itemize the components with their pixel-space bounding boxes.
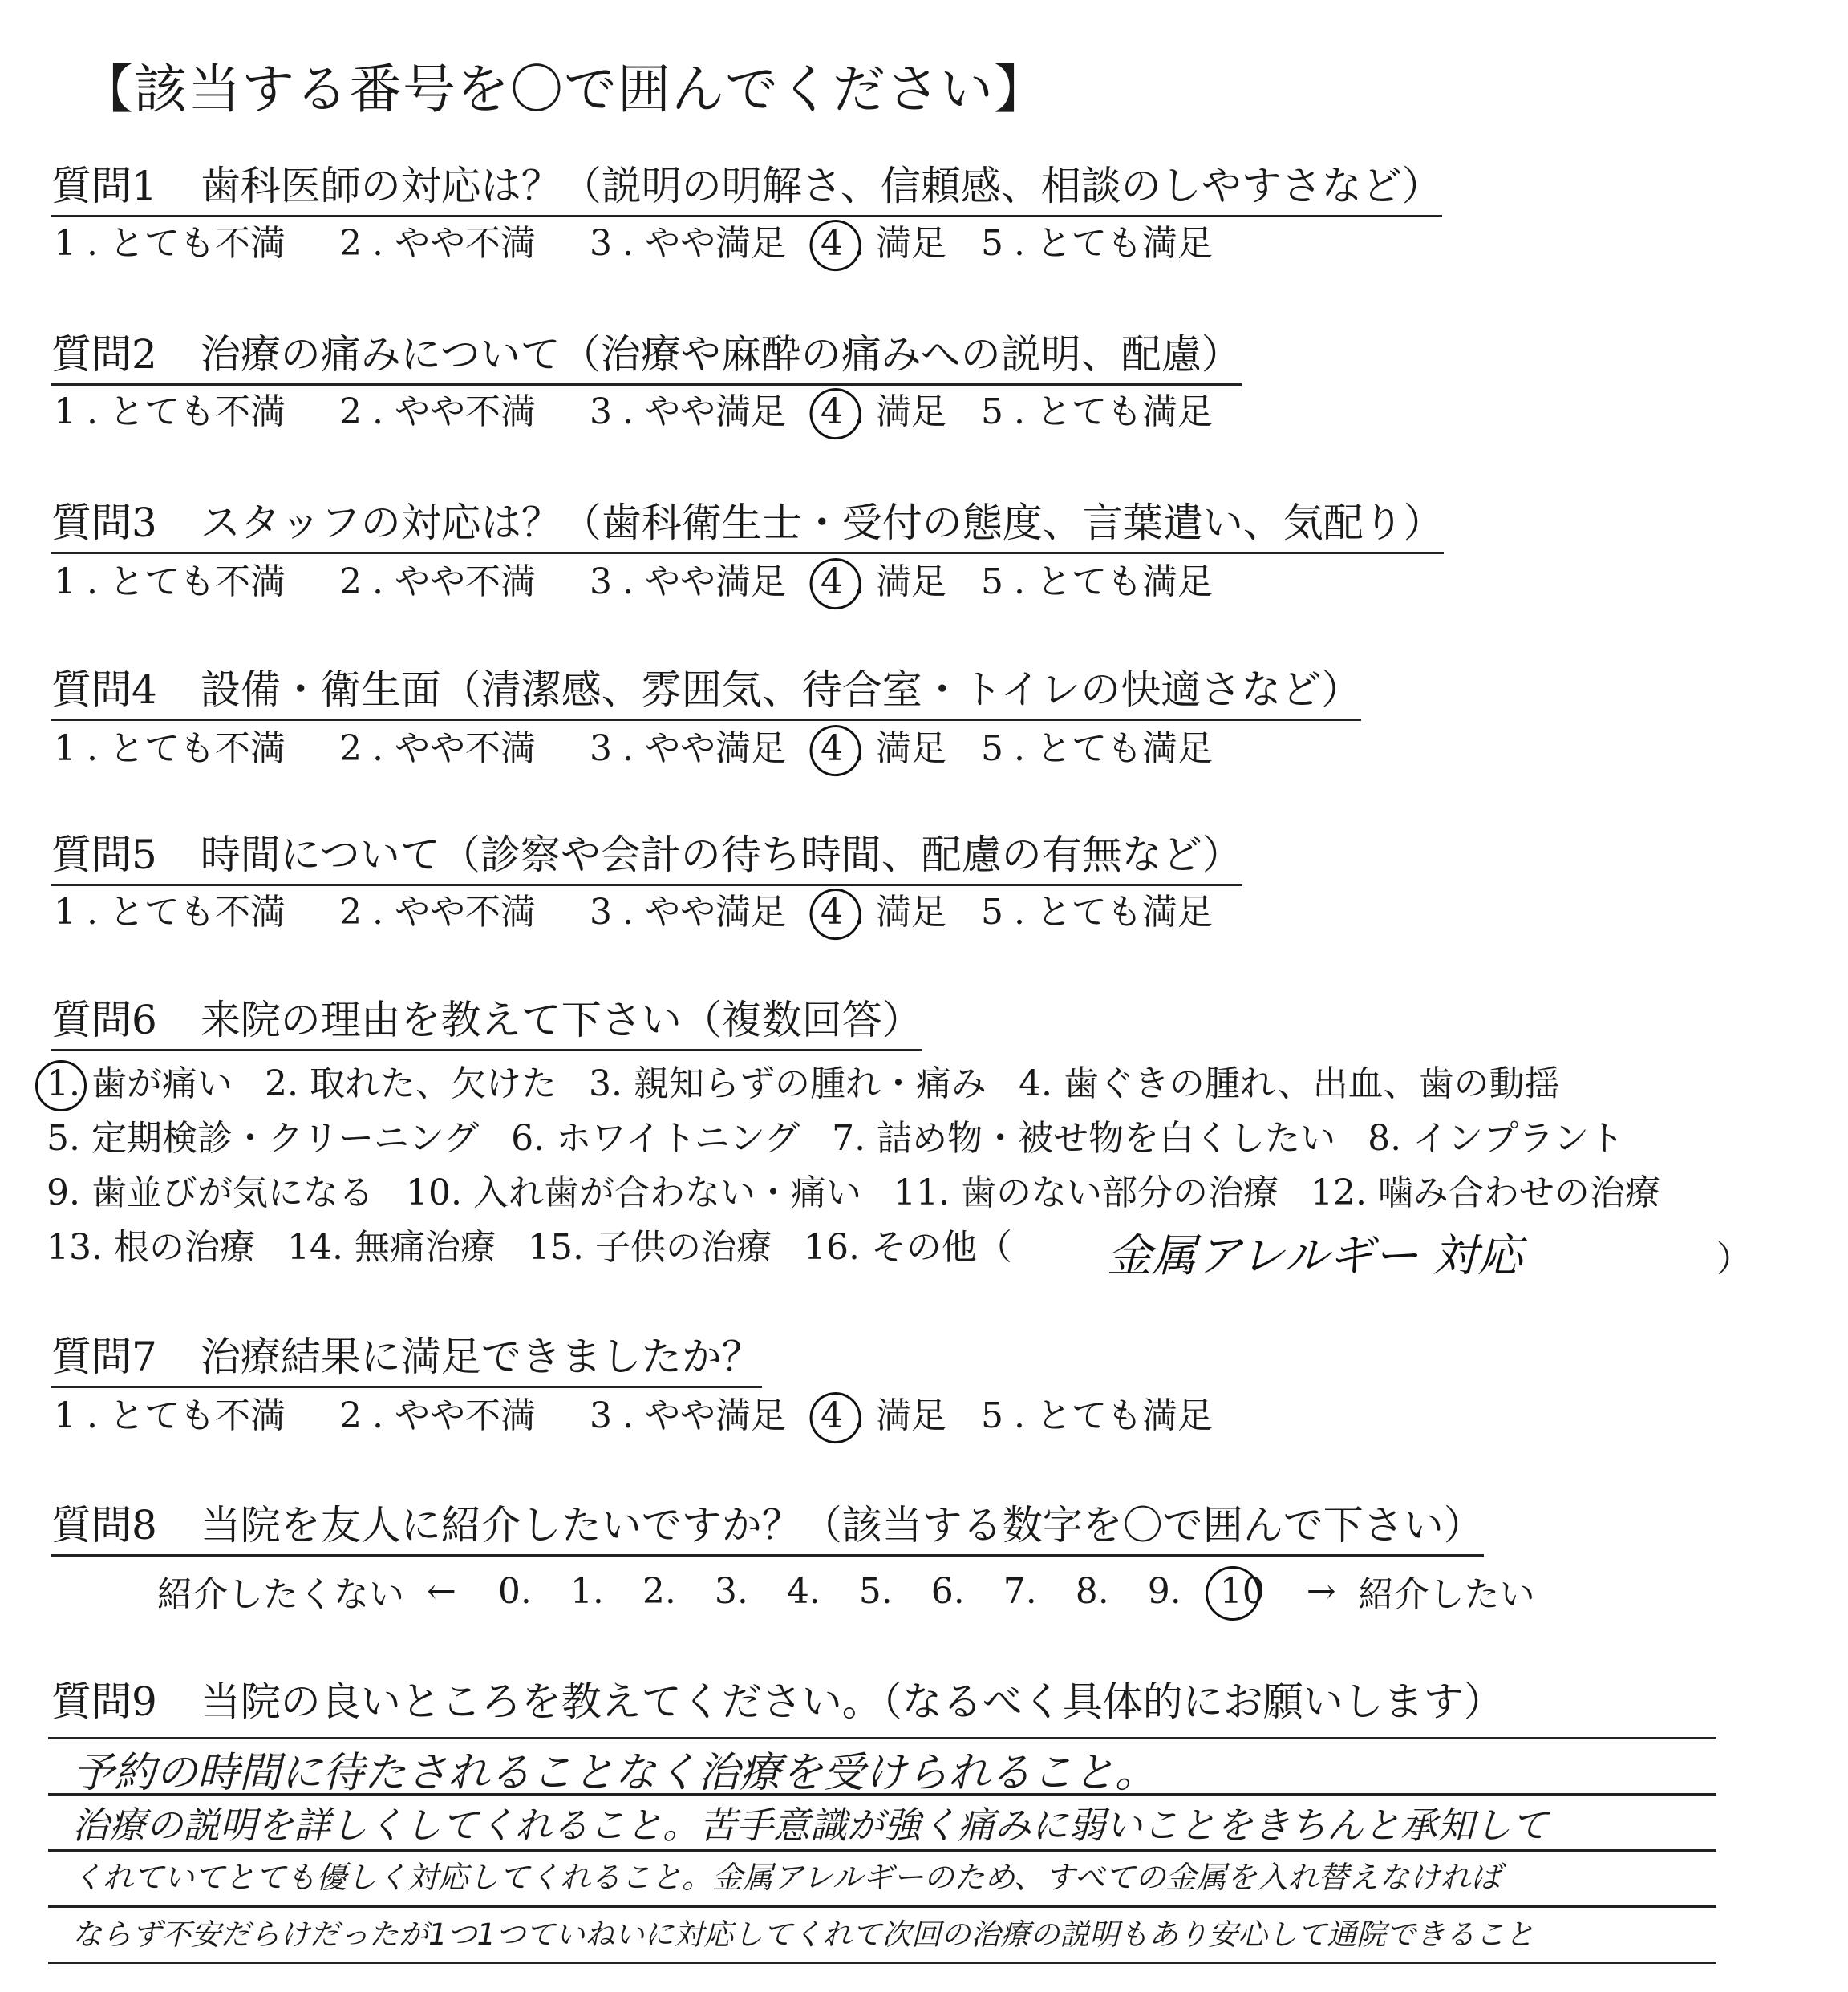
scale-number: 8. xyxy=(1075,1570,1109,1612)
reason-number: 4. xyxy=(1018,1063,1052,1104)
answer-rule xyxy=(48,1905,1716,1908)
question-number: 質問2 xyxy=(51,331,157,378)
option-4: 4 . 満足 xyxy=(818,1394,946,1439)
option-2: 2 . やや不満 xyxy=(337,1394,536,1439)
question-number: 質問6 xyxy=(51,997,157,1043)
question-text: スタッフの対応は？（歯科衛生士・受付の態度、言葉遣い、気配り） xyxy=(200,500,1444,546)
reason-number: 3. xyxy=(588,1063,622,1104)
reason-number: 1. xyxy=(47,1062,80,1107)
option-label: とても満足 xyxy=(1036,1395,1213,1436)
option-label: とても不満 xyxy=(109,561,286,602)
option-number: 1 xyxy=(54,561,76,602)
option-number: 1 xyxy=(54,728,76,769)
option-3: 3 . やや満足 xyxy=(587,390,786,435)
reason-label: 歯が痛い xyxy=(91,1063,233,1104)
recommend-scale xyxy=(157,1565,1535,1617)
option-number: 4 xyxy=(818,727,845,771)
answer-rule xyxy=(48,1962,1716,1964)
reason-number: 2. xyxy=(264,1063,298,1104)
option-number: 2 xyxy=(339,223,362,264)
right-arrow-icon: → xyxy=(1306,1570,1336,1612)
option-1: 1 . とても不満 xyxy=(51,727,286,771)
option-number: 5 xyxy=(981,1395,1003,1436)
scale-number: 3. xyxy=(714,1570,748,1612)
reason-item xyxy=(1368,1116,1624,1161)
option-label: とても不満 xyxy=(109,223,286,264)
option-label: やや満足 xyxy=(645,892,786,933)
option-number: 5 xyxy=(981,892,1003,933)
answer-rule xyxy=(48,1849,1716,1852)
question-2-heading xyxy=(51,330,1242,386)
question-number: 質問7 xyxy=(51,1334,157,1380)
reason-label: 歯のない部分の治療 xyxy=(960,1172,1279,1213)
question-number: 質問1 xyxy=(51,163,157,209)
question-text: 治療結果に満足できましたか？ xyxy=(200,1334,762,1380)
question-text: 時間について（診察や会計の待ち時間、配慮の有無など） xyxy=(200,832,1242,878)
question-text: 設備・衛生面（清潔感、雰囲気、待合室・トイレの快適さなど） xyxy=(200,666,1362,713)
option-label: やや不満 xyxy=(395,561,536,602)
scale-number: 5. xyxy=(858,1570,893,1612)
reason-label: 定期検診・クリーニング xyxy=(91,1118,480,1159)
option-number: 1 xyxy=(54,223,76,264)
scale-left-label: 紹介したくない xyxy=(157,1574,404,1615)
reason-item xyxy=(265,1062,557,1107)
reason-item xyxy=(47,1225,255,1270)
option-label: とても不満 xyxy=(109,1395,286,1436)
reason-label: 子供の治療 xyxy=(594,1227,772,1268)
option-number: 2 xyxy=(339,391,362,432)
page-title: 【該当する番号を〇で囲んでください】 xyxy=(80,59,1048,120)
reason-label: 噛み合わせの治療 xyxy=(1377,1172,1660,1213)
answer-line-1: 予約の時間に待たされることなく治療を受けられること。 xyxy=(72,1749,1157,1797)
option-label: やや満足 xyxy=(645,391,786,432)
reason-item xyxy=(894,1171,1279,1216)
reason-number: 16. xyxy=(803,1227,860,1268)
reason-number: 12. xyxy=(1310,1172,1367,1213)
option-number: 3 xyxy=(590,1395,612,1436)
question-8-heading xyxy=(51,1501,1484,1557)
option-label: 満足 xyxy=(876,1395,946,1436)
option-2: 2 . やや不満 xyxy=(337,890,536,935)
option-number: 1 xyxy=(54,1395,76,1436)
reason-item xyxy=(1019,1062,1560,1107)
reason-label: 歯ぐきの腫れ、出血、歯の動揺 xyxy=(1063,1063,1560,1104)
option-5: 5 . とても満足 xyxy=(979,890,1213,935)
option-number: 5 xyxy=(981,391,1003,432)
reason-item xyxy=(528,1225,772,1270)
reasons-other-handwritten: 金属アレルギー 対応 xyxy=(1107,1230,1523,1282)
option-label: とても満足 xyxy=(1036,223,1213,264)
option-number: 3 xyxy=(590,561,612,602)
option-2: 2 . やや不満 xyxy=(337,221,536,266)
reason-number: 8. xyxy=(1368,1118,1402,1159)
reason-item xyxy=(287,1225,496,1270)
reasons-row xyxy=(47,1171,1692,1216)
option-2: 2 . やや不満 xyxy=(337,390,536,435)
question-text: 当院を友人に紹介したいですか？（該当する数字を〇で囲んで下さい） xyxy=(200,1502,1484,1549)
reason-number: 10. xyxy=(405,1172,462,1213)
question-4-options xyxy=(51,727,1213,771)
option-number: 4 xyxy=(818,1394,845,1439)
reason-item xyxy=(406,1171,861,1216)
question-2-options xyxy=(51,390,1213,435)
option-number: 4 xyxy=(818,221,845,266)
option-number: 5 xyxy=(981,728,1003,769)
reason-label: 詰め物・被せ物を白くしたい xyxy=(877,1118,1336,1159)
reason-item xyxy=(832,1116,1335,1161)
option-number: 2 xyxy=(339,892,362,933)
question-number: 質問3 xyxy=(51,500,157,546)
reason-item xyxy=(804,1225,1012,1270)
question-3-heading xyxy=(51,499,1444,554)
reason-item xyxy=(1311,1171,1660,1216)
option-label: やや満足 xyxy=(645,223,786,264)
reason-item xyxy=(589,1062,987,1107)
option-label: やや満足 xyxy=(645,1395,786,1436)
question-text: 歯科医師の対応は？（説明の明解さ、信頼感、相談のしやすさなど） xyxy=(200,163,1442,209)
scale-number: 6. xyxy=(930,1570,965,1612)
question-number: 質問5 xyxy=(51,832,157,878)
question-number: 質問4 xyxy=(51,666,157,713)
option-1: 1 . とても不満 xyxy=(51,221,286,266)
answer-line-4: ならず不安だらけだったが1つ1つていねいに対応してくれて次回の治療の説明もあり安心して通院できること xyxy=(72,1917,1535,1952)
scale-number: 0. xyxy=(497,1570,532,1612)
question-text: 治療の痛みについて（治療や麻酔の痛みへの説明、配慮） xyxy=(200,331,1242,378)
option-number: 4 xyxy=(818,390,845,435)
question-1-heading xyxy=(51,162,1442,217)
option-1: 1 . とても不満 xyxy=(51,390,286,435)
option-3: 3 . やや満足 xyxy=(587,727,786,771)
option-label: やや満足 xyxy=(645,561,786,602)
reason-number: 13. xyxy=(47,1227,103,1268)
option-number: 2 xyxy=(339,728,362,769)
reason-item xyxy=(511,1116,800,1161)
option-2: 2 . やや不満 xyxy=(337,727,536,771)
option-label: やや不満 xyxy=(395,728,536,769)
answer-line-3: くれていてとても優しく対応してくれること。金属アレルギーのため、すべての金属を入れ替えなければ xyxy=(72,1860,1502,1895)
question-9-heading xyxy=(51,1670,1504,1727)
reason-label: 歯並びが気になる xyxy=(91,1172,374,1213)
scale-number: 1. xyxy=(569,1570,604,1612)
option-label: 満足 xyxy=(876,561,946,602)
reason-label: ホワイトニング xyxy=(556,1118,800,1159)
option-5: 5 . とても満足 xyxy=(979,390,1213,435)
option-label: とても不満 xyxy=(109,391,286,432)
reason-label: 入れ歯が合わない・痛い xyxy=(472,1172,861,1213)
reason-number: 5. xyxy=(47,1118,80,1159)
reason-number: 9. xyxy=(47,1172,80,1213)
option-label: 満足 xyxy=(876,728,946,769)
option-label: やや不満 xyxy=(395,1395,536,1436)
option-5: 5 . とても満足 xyxy=(979,221,1213,266)
option-label: とても不満 xyxy=(109,892,286,933)
option-5: 5 . とても満足 xyxy=(979,560,1213,605)
reason-label: 取れた、欠けた xyxy=(309,1063,557,1104)
option-number: 1 xyxy=(54,391,76,432)
option-2: 2 . やや不満 xyxy=(337,560,536,605)
left-arrow-icon: ← xyxy=(427,1570,456,1612)
reasons-other-close: ） xyxy=(1716,1239,1752,1280)
option-number: 4 xyxy=(818,560,845,605)
reason-item xyxy=(47,1171,374,1216)
option-label: とても満足 xyxy=(1036,728,1213,769)
option-label: 満足 xyxy=(876,223,946,264)
scale-number: 4. xyxy=(786,1570,821,1612)
reason-number: 7. xyxy=(832,1118,866,1159)
option-label: やや不満 xyxy=(395,892,536,933)
option-3: 3 . やや満足 xyxy=(587,890,786,935)
option-1: 1 . とても不満 xyxy=(51,1394,286,1439)
reasons-row xyxy=(47,1116,1692,1161)
reason-label: 親知らずの腫れ・痛み xyxy=(633,1063,987,1104)
scale-number: 10 xyxy=(1219,1570,1265,1612)
option-label: とても満足 xyxy=(1036,391,1213,432)
reason-number: 14. xyxy=(286,1227,343,1268)
option-number: 3 xyxy=(590,391,612,432)
option-label: やや不満 xyxy=(395,391,536,432)
option-number: 3 xyxy=(590,728,612,769)
question-number: 質問8 xyxy=(51,1502,157,1549)
option-label: やや不満 xyxy=(395,223,536,264)
option-label: とても不満 xyxy=(109,728,286,769)
reason-number: 6. xyxy=(511,1118,545,1159)
option-3: 3 . やや満足 xyxy=(587,1394,786,1439)
option-number: 3 xyxy=(590,892,612,933)
question-4-heading xyxy=(51,666,1361,721)
question-5-options xyxy=(51,890,1213,935)
option-4: 4 . 満足 xyxy=(818,390,946,435)
option-number: 3 xyxy=(590,223,612,264)
option-4: 4 . 満足 xyxy=(818,221,946,266)
reason-number: 15. xyxy=(527,1227,584,1268)
option-3: 3 . やや満足 xyxy=(587,221,786,266)
question-7-options xyxy=(51,1394,1213,1439)
reason-label: その他（ xyxy=(870,1227,1012,1268)
reason-item xyxy=(47,1062,233,1107)
question-5-heading xyxy=(51,831,1242,886)
question-3-options xyxy=(51,560,1213,605)
answer-line-2: 治療の説明を詳しくしてくれること。苦手意識が強く痛みに弱いことをきちんと承知して xyxy=(72,1804,1548,1847)
option-label: とても満足 xyxy=(1036,892,1213,933)
option-5: 5 . とても満足 xyxy=(979,727,1213,771)
scale-numbers xyxy=(479,1571,1284,1612)
option-label: 満足 xyxy=(876,391,946,432)
scale-right-label: 紹介したい xyxy=(1358,1574,1535,1615)
question-6-heading xyxy=(51,996,922,1051)
scale-number: 2. xyxy=(642,1570,676,1612)
option-1: 1 . とても不満 xyxy=(51,560,286,605)
question-1-options xyxy=(51,221,1213,266)
option-number: 2 xyxy=(339,561,362,602)
reason-label: インプラント xyxy=(1412,1118,1625,1159)
scale-number: 7. xyxy=(1003,1570,1037,1612)
option-number: 5 xyxy=(981,561,1003,602)
option-number: 1 xyxy=(54,892,76,933)
reasons-row xyxy=(47,1062,1692,1107)
option-1: 1 . とても不満 xyxy=(51,890,286,935)
question-text: 来院の理由を教えて下さい（複数回答） xyxy=(200,997,922,1043)
option-5: 5 . とても満足 xyxy=(979,1394,1213,1439)
scale-number: 9. xyxy=(1147,1570,1181,1612)
reason-label: 無痛治療 xyxy=(354,1227,496,1268)
option-label: とても満足 xyxy=(1036,561,1213,602)
option-4: 4 . 満足 xyxy=(818,727,946,771)
option-4: 4 . 満足 xyxy=(818,890,946,935)
option-label: 満足 xyxy=(876,892,946,933)
option-label: やや満足 xyxy=(645,728,786,769)
option-4: 4 . 満足 xyxy=(818,560,946,605)
question-text: 当院の良いところを教えてください。（なるべく具体的にお願いします） xyxy=(200,1678,1504,1725)
option-3: 3 . やや満足 xyxy=(587,560,786,605)
question-number: 質問9 xyxy=(51,1678,157,1725)
option-number: 2 xyxy=(339,1395,362,1436)
option-number: 4 xyxy=(818,890,845,935)
reason-label: 根の治療 xyxy=(113,1227,255,1268)
question-7-heading xyxy=(51,1333,762,1388)
reason-item xyxy=(47,1116,479,1161)
reason-number: 11. xyxy=(893,1172,950,1213)
option-number: 5 xyxy=(981,223,1003,264)
